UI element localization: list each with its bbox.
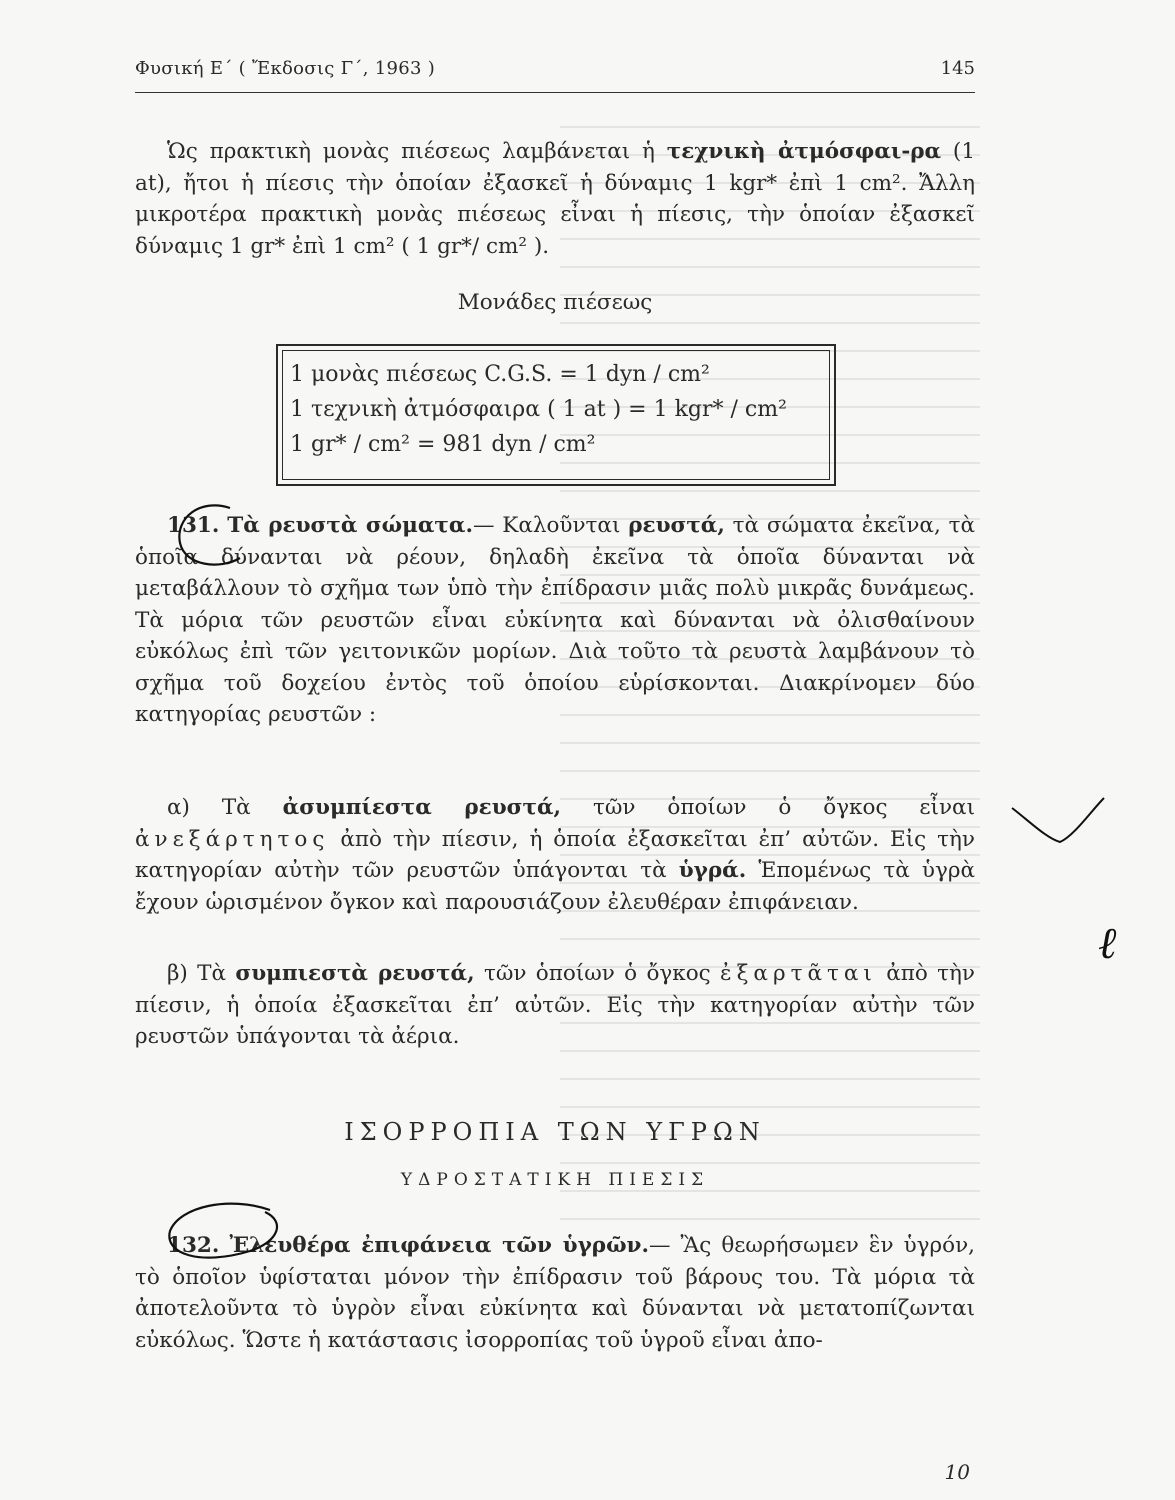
chapter-subheading: ΥΔΡΟΣΤΑΤΙΚΗ ΠΙΕΣΙΣ: [400, 1170, 710, 1190]
page-number: 145: [940, 58, 975, 79]
section-title: Ἐλευθέρα ἐπιφάνεια τῶν ὑγρῶν.: [229, 1233, 649, 1258]
item-label: α) Τὰ: [167, 795, 283, 820]
section-number: 132.: [167, 1233, 220, 1258]
intro-paragraph: [135, 136, 975, 262]
section-body: — Ἂς θεωρήσωμεν ἓν ὑγρόν, τὸ ὁποῖον ὑφίσταται μόνον τὴν ἐπίδρασιν τοῦ βάρους του. Τὰ μόρια τὰ ἀποτελοῦντα τὸ ὑγρὸν εἶναι εὐκίνητα καὶ δύνανται νὰ μετατοπίζωνται εὐκόλως. Ὥστε ἡ κατάστασις ἰσορροπίας τοῦ ὑγροῦ εἶναι ἀπο-: [135, 1233, 975, 1353]
unit-row: 1 μονὰς πιέσεως C.G.S. = 1 dyn / cm²: [290, 362, 710, 387]
section-dash: — Καλοῦνται: [472, 513, 629, 538]
running-header: [135, 58, 975, 86]
section-term: ρευστά,: [628, 513, 725, 538]
pen-circle-131-icon: [160, 488, 280, 578]
intro-text-2: (1 at), ἤτοι ἡ πίεσις τὴν ὁποίαν ἐξασκεῖ ἡ δύναμις 1 kgr* ἐπὶ 1 cm². Ἄλλη μικροτέρα πρακτικὴ μονὰς πιέσεως εἶναι ἡ πίεσις, τὴν ὁποίαν ἐξασκεῖ δύναμις 1 gr* ἐπὶ 1 cm² ( 1 gr*/ cm² ).: [135, 139, 975, 259]
item-term: συμπιεστὰ ρευστά,: [235, 961, 475, 986]
item-text-3: Ἑπομένως τὰ ὑγρὰ ἔχουν ὡρισμένον ὄγκον καὶ παρουσιάζουν ἐλευθέραν ἐπιφάνειαν.: [135, 858, 975, 915]
unit-row: 1 gr* / cm² = 981 dyn / cm²: [290, 432, 596, 457]
units-box: [276, 344, 836, 486]
item-text-2: ἀπὸ τὴν πίεσιν, ἡ ὁποία ἐξασκεῖται ἐπ’ αὐτῶν. Εἰς τὴν κατηγορίαν αὐτὴν τῶν ρευστῶν ὑπάγονται τὰ: [135, 826, 975, 883]
pen-margin-note: ℓ: [1098, 918, 1117, 969]
book-title: Φυσική Ε΄ ( Ἔκδοσις Γ΄, 1963 ): [135, 58, 436, 79]
units-title: Μονάδες πιέσεως: [457, 290, 653, 315]
intro-term: τεχνικὴ ἀτμόσφαι-ρα: [666, 139, 942, 164]
pen-circle-132-icon: [160, 1196, 300, 1276]
chapter-heading: ΙΣΟΡΡΟΠΙΑ ΤΩΝ ΥΓΡΩΝ: [344, 1118, 766, 1146]
item-text: τῶν ὁποίων ὁ ὄγκος εἶναι: [561, 795, 976, 820]
item-text: τῶν ὁποίων ὁ ὄγκος: [474, 961, 721, 986]
item-label: β) Τὰ: [167, 961, 236, 986]
item-spaced: ἀνεξάρτητος: [135, 826, 330, 852]
section-body: τὰ σώματα ἐκεῖνα, τὰ ὁποῖα δύνανται νὰ ρέουν, δηλαδὴ ἐκεῖνα τὰ ὁποῖα δύνανται νὰ μεταβάλλουν τὸ σχῆμα των ὑπὸ τὴν ἐπίδρασιν μιᾶς πολὺ μικρᾶς δυνάμεως. Τὰ μόρια τῶν ρευστῶν εἶναι εὐκίνητα καὶ δύνανται νὰ ὀλισθαίνουν εὐκόλως ἐπὶ τῶν γειτονικῶν μορίων. Διὰ τοῦτο τὰ ρευστὰ λαμβάνουν τὸ σχῆμα τοῦ δοχείου ἐντὸς τοῦ ὁποίου εὑρίσκονται. Διακρίνομεν δύο κατηγορίας ρευστῶν :: [135, 513, 976, 727]
item-text-2: ἀπὸ τὴν πίεσιν, ἡ ὁποία ἐξασκεῖται ἐπ’ αὐτῶν. Εἰς τὴν κατηγορίαν αὐτὴν τῶν ρευστῶν ὑπάγονται τὰ ἀέρια.: [135, 961, 975, 1049]
item-a: [135, 792, 975, 918]
unit-row: 1 τεχνικὴ ἀτμόσφαιρα ( 1 at ) = 1 kgr* / cm²: [290, 397, 787, 422]
pen-check-mark-icon: [1008, 790, 1108, 860]
item-b: [135, 958, 975, 1053]
section-number: 131.: [167, 513, 220, 538]
item-spaced: ἐξαρτᾶται: [720, 961, 877, 986]
intro-text: Ὡς πρακτικὴ μονὰς πιέσεως λαμβάνεται ἡ: [167, 139, 667, 164]
footer-page-number: 10: [944, 1460, 970, 1484]
item-term-2: ὑγρά.: [678, 858, 747, 883]
item-term: ἀσυμπίεστα ρευστά,: [282, 795, 562, 820]
section-title: Τὰ ρευστὰ σώματα.: [227, 513, 473, 538]
header-rule: [135, 92, 975, 93]
